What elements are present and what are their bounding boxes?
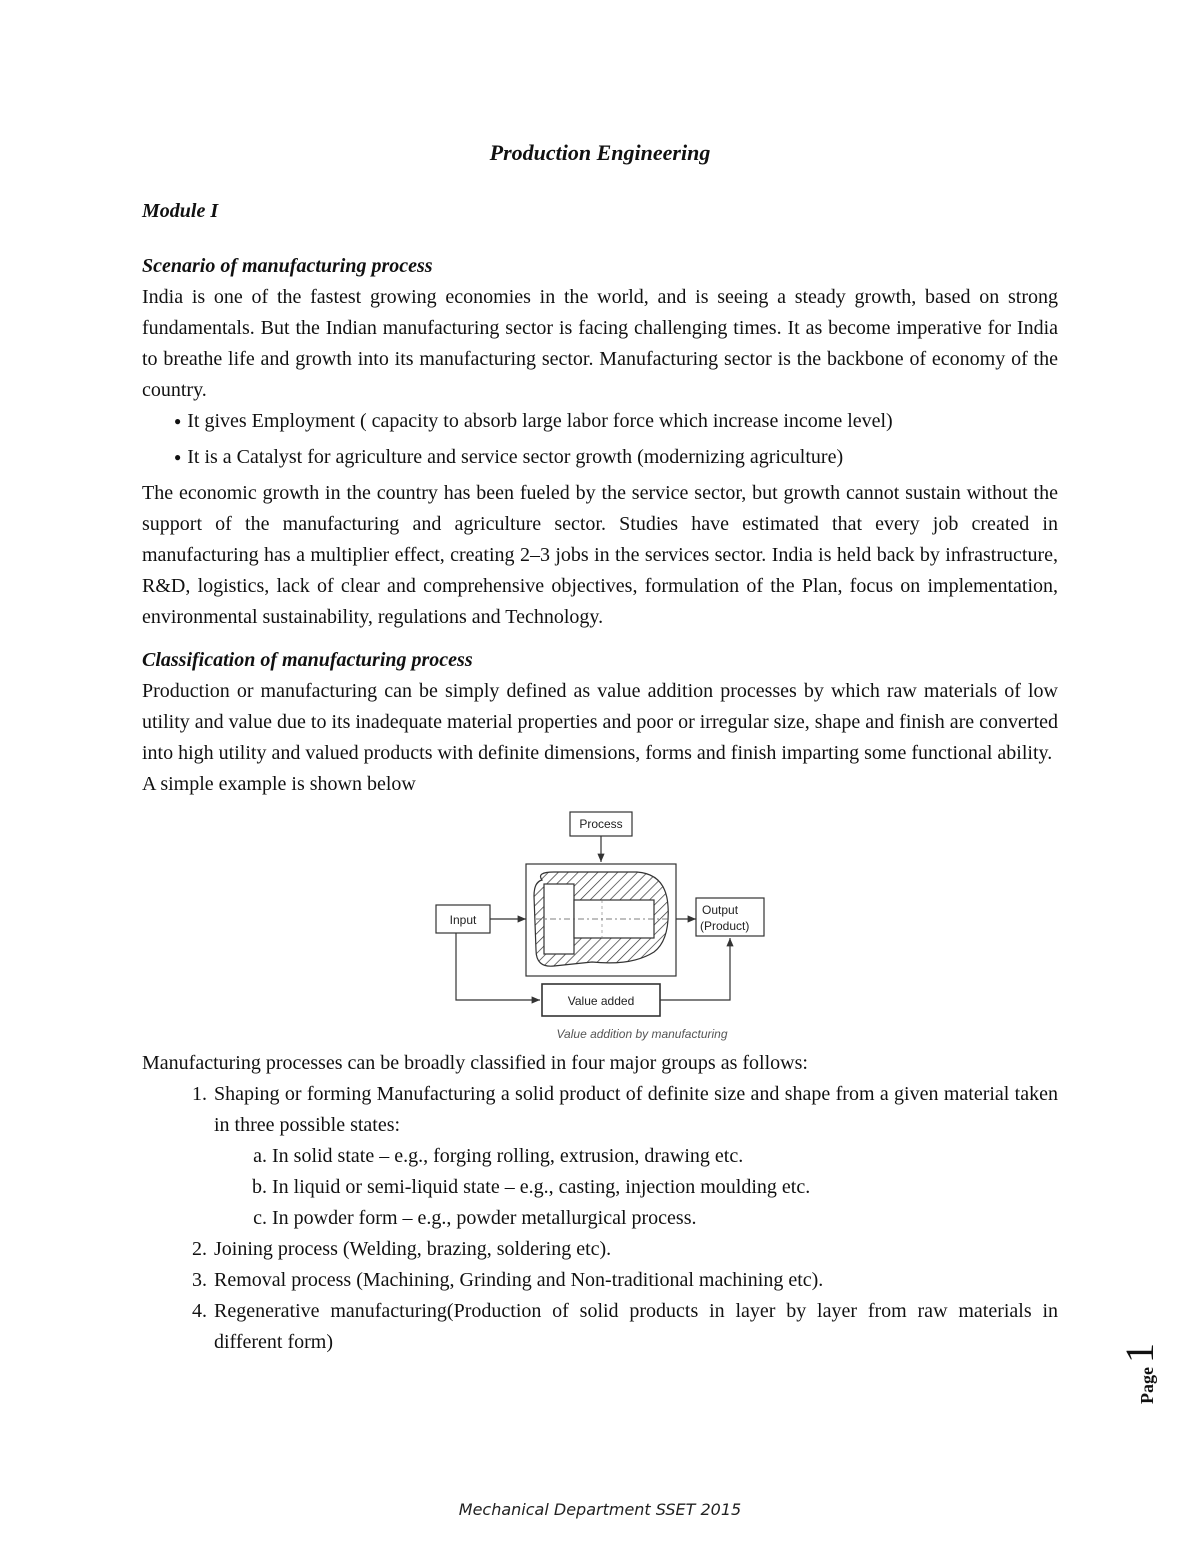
sub-list-item: b. In liquid or semi-liquid state – e.g., casting, injection moulding etc. bbox=[272, 1172, 1058, 1203]
classification-paragraph: Production or manufacturing can be simply defined as value addition processes by which raw materials of low utility and value due to its inadequate material properties and poor or irregular size, shape and finish are converted into high utility and valued products with definite dimensions, forms and finish imparting some functional ability. bbox=[142, 680, 1058, 764]
sub-list-item: a. In solid state – e.g., forging rolling, extrusion, drawing etc. bbox=[272, 1141, 1058, 1172]
process-label: Process bbox=[579, 817, 623, 831]
list-item: 4. Regenerative manufacturing(Production of solid products in layer by layer from raw materials in different form) bbox=[212, 1296, 1058, 1358]
bullet-item: ● It gives Employment ( capacity to absorb large labor force which increase income level) bbox=[174, 406, 1058, 439]
scenario-intro-paragraph: India is one of the fastest growing economies in the world, and is seeing a steady growth, based on strong fundamentals. But the Indian manufacturing sector is facing challenging times. It as become imperative for India to breathe life and growth into its manufacturing sector. Manufacturing sector is the backbone of economy of the country. bbox=[142, 286, 1058, 401]
document-body bbox=[142, 196, 1058, 1358]
page-footer: Mechanical Department SSET 2015 bbox=[458, 1500, 742, 1519]
input-label: Input bbox=[449, 913, 477, 927]
list-item bbox=[212, 1079, 1058, 1234]
list-item: 3. Removal process (Machining, Grinding and Non-traditional machining etc). bbox=[212, 1265, 1058, 1296]
process-group-list bbox=[142, 1079, 1058, 1358]
example-line: A simple example is shown below bbox=[142, 773, 416, 795]
list-item: 2. Joining process (Welding, brazing, soldering etc). bbox=[212, 1234, 1058, 1265]
value-addition-figure bbox=[142, 800, 1058, 1048]
output-label: Output bbox=[702, 903, 739, 917]
bolt-shank bbox=[574, 900, 654, 938]
bullet-item: ● It is a Catalyst for agriculture and service sector growth (modernizing agriculture) bbox=[174, 442, 1058, 475]
section-heading-scenario: Scenario of manufacturing process bbox=[142, 255, 433, 277]
classification-intro: Manufacturing processes can be broadly classified in four major groups as follows: bbox=[142, 1052, 808, 1074]
sub-list bbox=[214, 1141, 1058, 1234]
value-added-label: Value added bbox=[567, 994, 635, 1008]
list-item-text: Shaping or forming Manufacturing a solid product of definite size and shape from a given material taken in three possible states: bbox=[214, 1083, 1058, 1136]
figure-caption: Value addition by manufacturing bbox=[556, 1027, 728, 1041]
output-label-product: (Product) bbox=[700, 919, 750, 933]
section-heading-classification: Classification of manufacturing process bbox=[142, 649, 473, 671]
module-heading: Module I bbox=[142, 200, 219, 222]
page-number: 1 bbox=[1117, 1343, 1162, 1364]
sub-list-item: c. In powder form – e.g., powder metallurgical process. bbox=[272, 1203, 1058, 1234]
value-addition-diagram bbox=[432, 810, 772, 1042]
page-title: Production Engineering bbox=[489, 140, 711, 165]
page-word: Page bbox=[1137, 1367, 1157, 1404]
bullet-list bbox=[142, 406, 1058, 475]
page-number-marker bbox=[1110, 1340, 1160, 1420]
scenario-paragraph-2: The economic growth in the country has been fueled by the service sector, but growth cannot sustain without the support of the manufacturing and agriculture sector. Studies have estimated that every job created in manufacturing has a multiplier effect, creating 2–3 jobs in the services sector. India is held back by infrastructure, R&D, logistics, lack of clear and comprehensive objectives, formulation of the Plan, focus on implementation, environmental sustainability, regulations and Technology. bbox=[142, 482, 1058, 628]
